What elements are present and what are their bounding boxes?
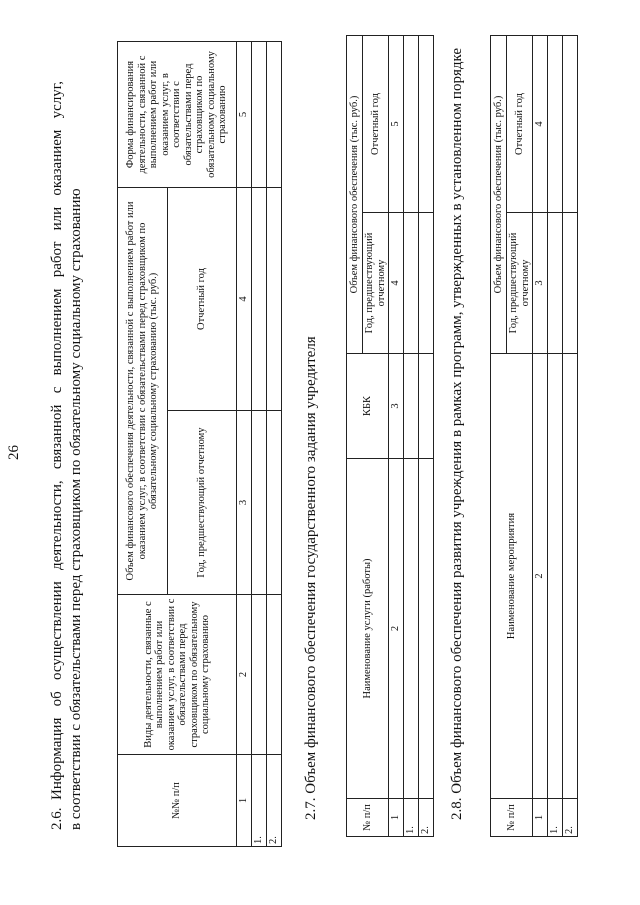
t27-col-report: Отчетный год xyxy=(363,36,389,213)
t27-col-prev: Год, предшествующий отчетному xyxy=(363,213,389,354)
table-row xyxy=(548,36,563,837)
t28-num-3: 3 xyxy=(533,213,548,354)
t28-num-2: 2 xyxy=(533,354,548,799)
table-row xyxy=(533,36,548,837)
section-2-8-heading: 2.8. Объем финансового обеспечения развития учреждения в рамках программ, утвержденных в установленном порядке xyxy=(449,47,465,820)
table-row xyxy=(267,41,282,846)
table-row xyxy=(252,41,267,846)
t26-num-3: 3 xyxy=(237,411,252,595)
table-2-6 xyxy=(117,41,282,847)
table-2-8 xyxy=(490,35,578,837)
t27-col-name: Наименование услуги (работы) xyxy=(347,459,389,799)
t28-col-report: Отчетный год xyxy=(507,36,533,213)
t28-row-1: 1. xyxy=(548,799,563,837)
section-2-6-heading-line2: в соответствии с обязательствами перед страховщиком по обязательному социальному страхованию xyxy=(68,188,84,830)
t26-col-form: Форма финансирования деятельности, связанной с выполнением работ или оказанием услуг, в соответствии с обязательствами перед страховщиком по обязательному социальному страхованию xyxy=(118,41,237,187)
section-2-6-heading-line1: 2.6. Информация об осуществлении деятельности, связанной с выполнением работ или оказанием услуг, xyxy=(49,80,65,830)
t28-num-4: 4 xyxy=(533,36,548,213)
t28-row-2: 2. xyxy=(563,799,578,837)
table-row xyxy=(419,36,434,837)
table-2-7 xyxy=(346,35,434,837)
t27-row-1: 1. xyxy=(404,799,419,837)
t27-num-2: 2 xyxy=(389,459,404,799)
t26-col-kind: Виды деятельности, связанные с выполнением работ или оказанием услуг, в соответствии с обязательствами перед страховщиком по обязательному социальному страхованию xyxy=(118,595,237,755)
t26-col-prev: Год, предшествующий отчетному xyxy=(168,411,237,595)
t26-row-1: 1. xyxy=(252,755,267,847)
t28-col-name: Наименование мероприятия xyxy=(491,354,533,799)
t26-row-2: 2. xyxy=(267,755,282,847)
t28-num-1: 1 xyxy=(533,799,548,837)
t26-col-volume: Объем финансового обеспечения деятельности, связанной с выполнением работ или оказанием услуг, в соответствии с обязательствами перед страховщиком по обязательному социальному страхованию (тыс. руб.) xyxy=(118,187,168,594)
table-row xyxy=(237,41,252,846)
t27-col-volume: Объем финансового обеспечения (тыс. руб.) xyxy=(347,36,363,354)
t26-col-report: Отчетный год xyxy=(168,187,237,410)
t27-col-num: № п/п xyxy=(347,799,389,837)
t27-num-5: 5 xyxy=(389,36,404,213)
t26-col-num: №№ п/п xyxy=(118,755,237,847)
t27-num-1: 1 xyxy=(389,799,404,837)
t28-col-volume: Объем финансового обеспечения (тыс. руб.) xyxy=(491,36,507,354)
t26-num-2: 2 xyxy=(237,595,252,755)
t26-num-1: 1 xyxy=(237,755,252,847)
t26-num-4: 4 xyxy=(237,187,252,410)
page-number: 26 xyxy=(6,445,22,460)
t27-col-kbk: КБК xyxy=(347,354,389,459)
t27-row-2: 2. xyxy=(419,799,434,837)
t27-num-4: 4 xyxy=(389,213,404,354)
t27-num-3: 3 xyxy=(389,354,404,459)
section-2-7-heading: 2.7. Объем финансового обеспечения государственного задания учредителя xyxy=(303,336,319,820)
table-row xyxy=(563,36,578,837)
table-row xyxy=(389,36,404,837)
t26-num-5: 5 xyxy=(237,41,252,187)
t28-col-num: № п/п xyxy=(491,799,533,837)
t28-col-prev: Год, предшествующий отчетному xyxy=(507,213,533,354)
table-row xyxy=(404,36,419,837)
